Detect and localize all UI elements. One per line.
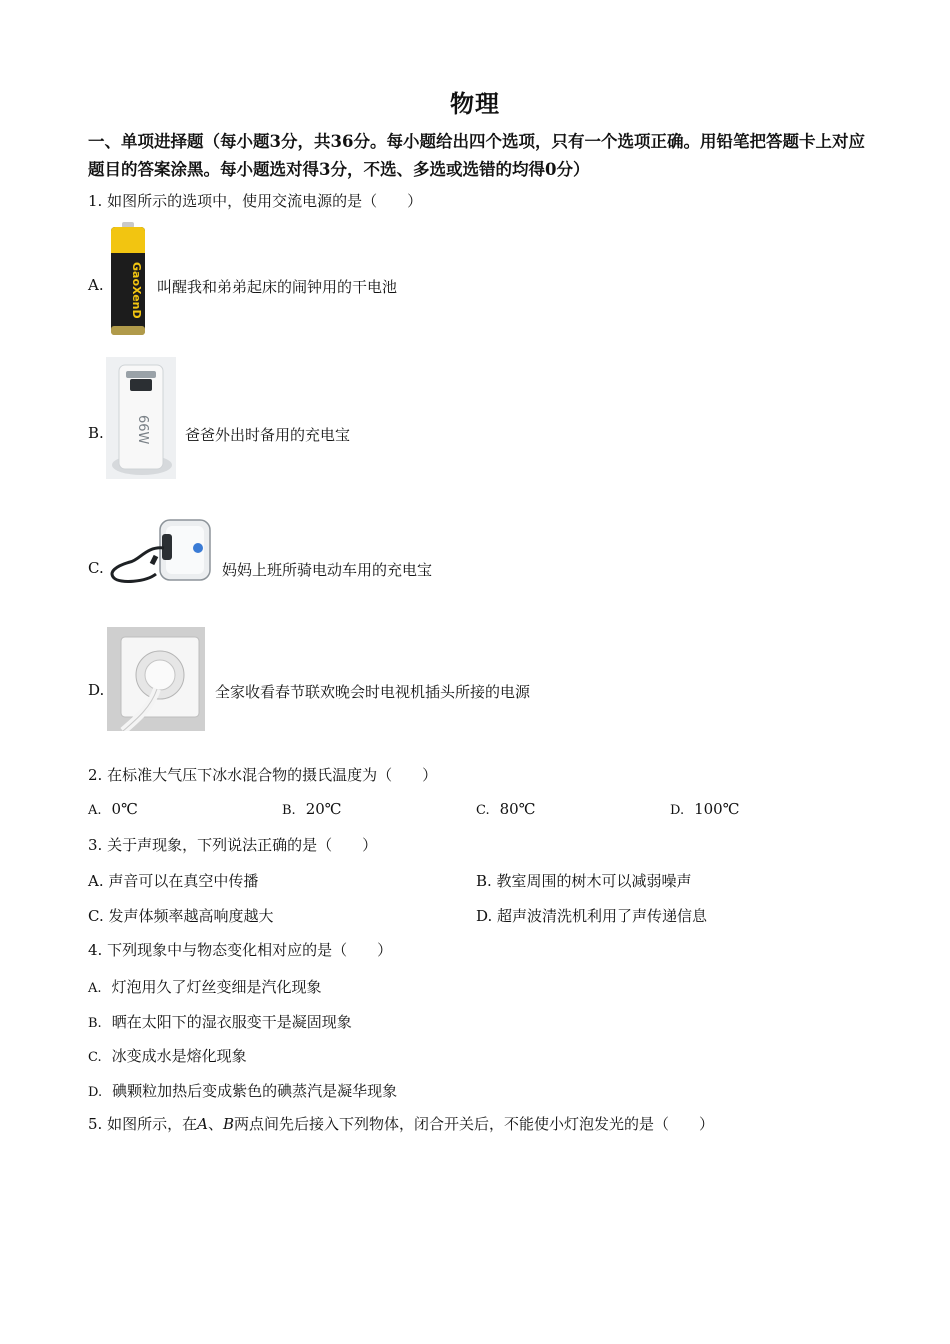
q1-stem: 1. 如图所示的选项中，使用交流电源的是（ ） [88, 192, 423, 210]
q4-option-d: D. 碘颗粒加热后变成紫色的碘蒸汽是凝华现象 [88, 1082, 398, 1100]
q1-option-c-letter: C. [88, 559, 104, 577]
point-a: A [197, 1115, 208, 1133]
battery-image [108, 222, 148, 338]
q1-option-a-text: 叫醒我和弟弟起床的闹钟用的干电池 [157, 278, 398, 296]
q1-option-b-letter: B. [88, 424, 104, 442]
q4-option-c: C. 冰变成水是熔化现象 [88, 1047, 247, 1065]
q3-option-c: C. 发声体频率越高响度越大 [88, 907, 274, 925]
q4-stem: 4. 下列现象中与物态变化相对应的是（ ） [88, 941, 393, 959]
q1-option-d-letter: D. [88, 681, 105, 699]
q3-option-d: D. 超声波清洗机利用了声传递信息 [476, 907, 708, 925]
q2-stem: 2. 在标准大气压下冰水混合物的摄氏温度为（ ） [88, 766, 438, 784]
q1-option-c-text: 妈妈上班所骑电动车用的充电宝 [222, 561, 433, 579]
ebike-charger-image [106, 516, 216, 588]
q1-option-b-text: 爸爸外出时备用的充电宝 [185, 426, 351, 444]
q2-option-b: B. 20℃ [282, 800, 342, 818]
battery-brand-text: GaoXenD [130, 262, 143, 319]
q4-option-b: B. 晒在太阳下的湿衣服变干是凝固现象 [88, 1013, 352, 1031]
q2-option-d: D. 100℃ [670, 800, 740, 818]
power-bank-image [106, 357, 176, 479]
q4-option-a: A. 灯泡用久了灯丝变细是汽化现象 [88, 978, 322, 996]
q1-option-d-text: 全家收看春节联欢晚会时电视机插头所接的电源 [215, 683, 531, 701]
q2-option-c: C. 80℃ [476, 800, 536, 818]
q3-option-a: A. 声音可以在真空中传播 [88, 872, 259, 890]
q5-stem: 5. 如图所示，在A、B两点间先后接入下列物体，闭合开关后，不能使小灯泡发光的是（ ） [88, 1115, 714, 1133]
q3-stem: 3. 关于声现象，下列说法正确的是（ ） [88, 836, 378, 854]
power-bank-label: 66W [135, 415, 150, 445]
wall-socket-image [107, 627, 205, 731]
page-title: 物理 [450, 89, 500, 118]
q2-option-a: A. 0℃ [88, 800, 138, 818]
q3-option-b: B. 教室周围的树木可以减弱噪声 [476, 872, 692, 890]
q1-option-a-letter: A. [88, 276, 104, 294]
point-b: B [222, 1115, 234, 1133]
section-heading: 一、单项进择题（每小题3分，共36分。每小题给出四个选项，只有一个选项正确。用铅笔把答题卡上对应题目的答案涂黑。每小题选对得3分，不选、多选或选错的均得0分） [88, 132, 865, 179]
